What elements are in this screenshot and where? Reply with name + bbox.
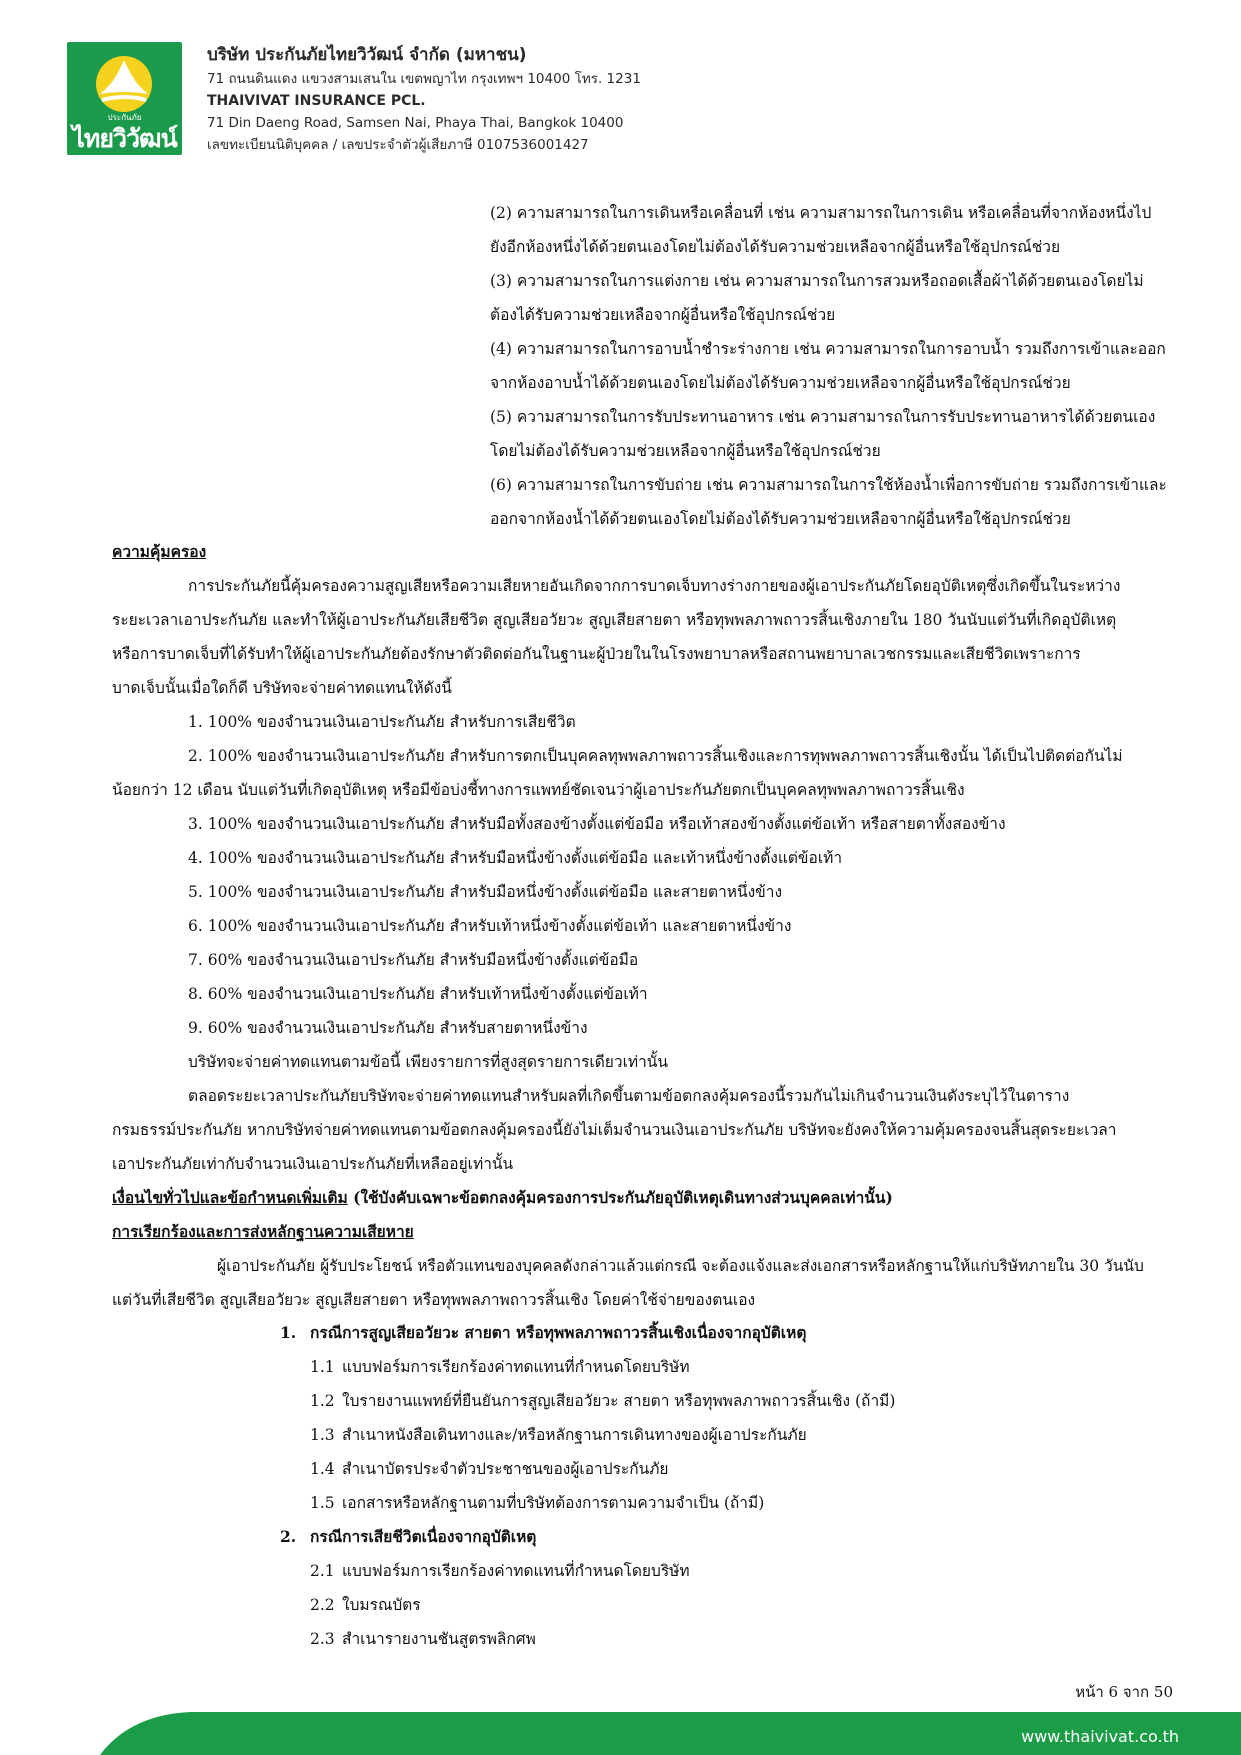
coverage-section [112,535,1142,1317]
coverage-item: 9. 60% ของจำนวนเงินเอาประกันภัย สำหรับสายตาหนึ่งข้าง [188,1019,588,1037]
company-name-thai: บริษัท ประกันภัยไทยวิวัฒน์ จำกัด (มหาชน) [207,45,527,65]
conditions-heading [112,1181,1142,1215]
company-address-thai: 71 ถนนดินแดง แขวงสามเสนใน เขตพญาไท กรุงเทพฯ 10400 โทร. 1231 [207,71,641,87]
coverage-item: 5. 100% ของจำนวนเงินเอาประกันภัย สำหรับมือหนึ่งข้างตั้งแต่ข้อมือ และสายตาหนึ่งข้าง [188,883,783,901]
item-number: 2.1 [310,1562,335,1580]
ability-line: (6) ความสามารถในการขับถ่าย เช่น ความสามารถในการใช้ห้องน้ำเพื่อการขับถ่าย รวมถึงการเข้าและ [490,476,1167,494]
coverage-period-line: ตลอดระยะเวลาประกันภัยบริษัทจะจ่ายค่าทดแทนสำหรับผลที่เกิดขึ้นตามข้อตกลงคุ้มครองนี้รวมกันไม่เกินจำนวนเงินดังระบุไว้ในตาราง [188,1087,1070,1105]
ability-line: ต้องได้รับความช่วยเหลือจากผู้อื่นหรือใช้อุปกรณ์ช่วย [490,306,836,324]
logo-brand-text: ไทยวิวัฒน์ [72,124,177,153]
coverage-period-line: เอาประกันภัยเท่ากับจำนวนเงินเอาประกันภัยที่เหลืออยู่เท่านั้น [112,1155,514,1173]
ability-line: ออกจากห้องน้ำได้ด้วยตนเองโดยไม่ต้องได้รับความช่วยเหลือจากผู้อื่นหรือใช้อุปกรณ์ช่วย [490,510,1071,528]
item-text: ใบรายงานแพทย์ที่ยืนยันการสูญเสียอวัยวะ สายตา หรือทุพพลภาพถาวรสิ้นเชิง (ถ้ามี) [342,1392,896,1410]
item-text: สำเนาหนังสือเดินทางและ/หรือหลักฐานการเดินทางของผู้เอาประกันภัย [342,1426,807,1444]
website-link[interactable]: www.thaivivat.co.th [1021,1727,1179,1746]
item-number: 1.4 [310,1460,335,1478]
claims-document-item [280,1486,1100,1520]
ability-list [490,196,1167,536]
claims-document-item [280,1418,1100,1452]
ability-line: จากห้องอาบน้ำได้ด้วยตนเองโดยไม่ต้องได้รับความช่วยเหลือจากผู้อื่นหรือใช้อุปกรณ์ช่วย [490,374,1071,392]
ability-line: (5) ความสามารถในการรับประทานอาหาร เช่น ความสามารถในการรับประทานอาหารได้ด้วยตนเอง [490,408,1156,426]
coverage-item: 6. 100% ของจำนวนเงินเอาประกันภัย สำหรับเท้าหนึ่งข้างตั้งแต่ข้อเท้า และสายตาหนึ่งข้าง [188,917,792,935]
company-name-english: THAIVIVAT INSURANCE PCL. [207,93,426,109]
ability-line: ยังอีกห้องหนึ่งได้ด้วยตนเองโดยไม่ต้องได้รับความช่วยเหลือจากผู้อื่นหรือใช้อุปกรณ์ช่วย [490,238,1061,256]
coverage-item-continued: น้อยกว่า 12 เดือน นับแต่วันที่เกิดอุบัติเหตุ หรือมีข้อบ่งชี้ทางการแพทย์ชัดเจนว่าผู้เอาประกันภัยตกเป็นบุคคลทุพพลภาพถาวรสิ้นเชิง [112,781,965,799]
ability-line: (2) ความสามารถในการเดินหรือเคลื่อนที่ เช่น ความสามารถในการเดิน หรือเคลื่อนที่จากห้องหนึ่งไป [490,204,1152,222]
claims-intro-line: แต่วันที่เสียชีวิต สูญเสียอวัยวะ สูญเสียสายตา หรือทุพพลภาพถาวรสิ้นเชิง โดยค่าใช้จ่ายของตนเอง [112,1291,756,1309]
coverage-item: 1. 100% ของจำนวนเงินเอาประกันภัย สำหรับการเสียชีวิต [188,713,576,731]
ability-line: (3) ความสามารถในการแต่งกาย เช่น ความสามารถในการสวมหรือถอดเสื้อผ้าได้ด้วยตนเองโดยไม่ [490,272,1144,290]
coverage-intro-line: บาดเจ็บนั้นเมื่อใดก็ดี บริษัทจะจ่ายค่าทดแทนให้ดังนี้ [112,679,452,697]
claims-section-number: 1. [280,1323,297,1342]
claims-document-item [280,1554,1100,1588]
item-number: 2.3 [310,1630,335,1648]
conditions-heading-scope: (ใช้บังคับเฉพาะข้อตกลงคุ้มครองการประกันภัยอุบัติเหตุเดินทางส่วนบุคคลเท่านั้น) [347,1188,893,1207]
ability-line: โดยไม่ต้องได้รับความช่วยเหลือจากผู้อื่นหรือใช้อุปกรณ์ช่วย [490,442,881,460]
claims-document-list [280,1316,1100,1656]
item-text: แบบฟอร์มการเรียกร้องค่าทดแทนที่กำหนดโดยบริษัท [342,1562,690,1580]
item-number: 1.2 [310,1392,335,1410]
claims-document-item [280,1588,1100,1622]
coverage-item: 3. 100% ของจำนวนเงินเอาประกันภัย สำหรับมือทั้งสองข้างตั้งแต่ข้อมือ หรือเท้าสองข้างตั้งแต่ข้อเท้า หรือสายตาทั้งสองข้าง [188,815,1006,833]
claims-section-number: 2. [280,1527,297,1546]
coverage-note: บริษัทจะจ่ายค่าทดแทนตามข้อนี้ เพียงรายการที่สูงสุดรายการเดียวเท่านั้น [188,1053,668,1071]
coverage-item: 2. 100% ของจำนวนเงินเอาประกันภัย สำหรับการตกเป็นบุคคลทุพพลภาพถาวรสิ้นเชิงและการทุพพลภาพถาวรสิ้นเชิงนั้น ได้เป็นไปติดต่อกันไม่ [188,747,1123,765]
item-number: 2.2 [310,1596,335,1614]
claims-section-label: กรณีการเสียชีวิตเนื่องจากอุบัติเหตุ [310,1527,537,1546]
conditions-heading-title: เงื่อนไขทั่วไปและข้อกำหนดเพิ่มเติม [112,1188,348,1207]
claims-document-item [280,1350,1100,1384]
coverage-item: 8. 60% ของจำนวนเงินเอาประกันภัย สำหรับเท้าหนึ่งข้างตั้งแต่ข้อเท้า [188,985,648,1003]
coverage-heading: ความคุ้มครอง [112,542,207,561]
item-text: สำเนารายงานชันสูตรพลิกศพ [342,1630,536,1648]
letterhead [67,42,967,160]
company-logo [67,42,182,155]
claims-document-item [280,1384,1100,1418]
claims-heading: การเรียกร้องและการส่งหลักฐานความเสียหาย [112,1222,414,1241]
item-text: สำเนาบัตรประจำตัวประชาชนของผู้เอาประกันภัย [342,1460,669,1478]
coverage-intro-line: การประกันภัยนี้คุ้มครองความสูญเสียหรือความเสียหายอันเกิดจากการบาดเจ็บทางร่างกายของผู้เอาประกันภัยโดยอุบัติเหตุซึ่งเกิดขึ้นในระหว่าง [188,577,1121,595]
company-tax-id: เลขทะเบียนนิติบุคคล / เลขประจำตัวผู้เสียภาษี 0107536001427 [207,137,589,153]
claims-document-item [280,1452,1100,1486]
claims-section-label: กรณีการสูญเสียอวัยวะ สายตา หรือทุพพลภาพถาวรสิ้นเชิงเนื่องจากอุบัติเหตุ [310,1323,807,1342]
item-text: ใบมรณบัตร [342,1596,421,1614]
claims-section-title [280,1316,1100,1350]
item-number: 1.3 [310,1426,335,1444]
coverage-intro-line: ระยะเวลาเอาประกันภัย และทำให้ผู้เอาประกันภัยเสียชีวิต สูญเสียอวัยวะ สูญเสียสายตา หรือทุพพลภาพถาวรสิ้นเชิงภายใน 180 วันนับแต่วันที่เกิดอุบัติเหตุ [112,611,1117,629]
claims-document-item [280,1622,1100,1656]
item-number: 1.5 [310,1494,335,1512]
claims-intro-line: ผู้เอาประกันภัย ผู้รับประโยชน์ หรือตัวแทนของบุคคลดังกล่าวแล้วแต่กรณี จะต้องแจ้งและส่งเอกสารหรือหลักฐานให้แก่บริษัทภายใน 30 วันนับ [217,1257,1144,1275]
item-text: แบบฟอร์มการเรียกร้องค่าทดแทนที่กำหนดโดยบริษัท [342,1358,690,1376]
ability-line: (4) ความสามารถในการอาบน้ำชำระร่างกาย เช่น ความสามารถในการอาบน้ำ รวมถึงการเข้าและออก [490,340,1166,358]
item-text: เอกสารหรือหลักฐานตามที่บริษัทต้องการตามความจำเป็น (ถ้ามี) [342,1494,765,1512]
coverage-intro-line: หรือการบาดเจ็บที่ได้รับทำให้ผู้เอาประกันภัยต้องรักษาตัวติดต่อกันในฐานะผู้ป่วยในในโรงพยาบาลหรือสถานพยาบาลเวชกรรมและเสียชีวิตเพราะการ [112,645,1081,663]
company-address-english: 71 Din Daeng Road, Samsen Nai, Phaya Thai, Bangkok 10400 [207,115,624,131]
logo-small-text: ประกันภัย [107,113,142,122]
page-number: หน้า 6 จาก 50 [1075,1683,1173,1701]
claims-section-title [280,1520,1100,1554]
coverage-item: 7. 60% ของจำนวนเงินเอาประกันภัย สำหรับมือหนึ่งข้างตั้งแต่ข้อมือ [188,951,639,969]
coverage-period-line: กรมธรรม์ประกันภัย หากบริษัทจ่ายค่าทดแทนตามข้อตกลงคุ้มครองนี้ยังไม่เต็มจำนวนเงินเอาประกันภัย บริษัทจะยังคงให้ความคุ้มครองจนสิ้นสุดระยะเวลา [112,1121,1117,1139]
item-number: 1.1 [310,1358,335,1376]
footer-band [0,1710,1241,1755]
company-info [207,42,641,156]
coverage-item: 4. 100% ของจำนวนเงินเอาประกันภัย สำหรับมือหนึ่งข้างตั้งแต่ข้อมือ และเท้าหนึ่งข้างตั้งแต่ข้อเท้า [188,849,843,867]
